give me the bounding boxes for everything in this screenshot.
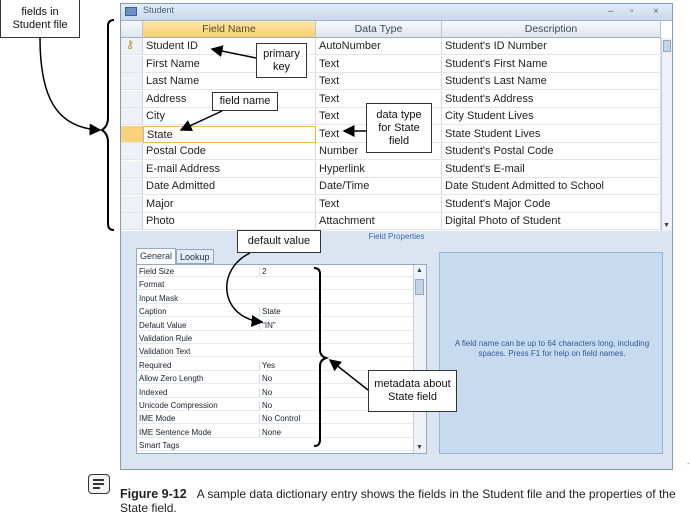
property-value[interactable]: No xyxy=(259,401,412,410)
property-value[interactable]: State xyxy=(259,307,412,316)
property-name: Unicode Compression xyxy=(139,401,218,410)
property-name: Allow Zero Length xyxy=(139,374,204,384)
description-cell[interactable]: City Student Lives xyxy=(442,108,661,125)
property-value[interactable]: No Control xyxy=(259,414,412,423)
description-cell[interactable]: Student's E-mail xyxy=(442,161,661,178)
callout-metadata: metadata about State field xyxy=(368,370,457,412)
field-name-cell[interactable]: City xyxy=(143,108,316,125)
field-name-cell[interactable]: Address xyxy=(143,91,316,108)
help-text: A field name can be up to 64 characters long, including spaces. Press F1 for help on field names. xyxy=(454,339,650,358)
data-type-cell[interactable]: Date/Time xyxy=(316,178,442,195)
field-name-cell[interactable]: Postal Code xyxy=(143,143,316,160)
data-type-cell[interactable]: Text xyxy=(316,56,442,73)
column-header-description[interactable]: Description xyxy=(442,21,661,38)
data-type-cell[interactable]: AutoNumber xyxy=(316,38,442,55)
property-name: Input Mask xyxy=(139,293,179,303)
property-name: Caption xyxy=(139,307,167,317)
description-cell[interactable]: Student's First Name xyxy=(442,56,661,73)
field-name-cell[interactable]: Student ID xyxy=(143,38,316,55)
description-cell[interactable]: Student's Address xyxy=(442,91,661,108)
field-name-cell[interactable]: First Name xyxy=(143,56,316,73)
property-value[interactable]: 2 xyxy=(259,267,412,276)
arrow-fields-line xyxy=(40,38,100,130)
data-type-cell[interactable]: Text xyxy=(316,73,442,90)
description-cell[interactable]: Date Student Admitted to School xyxy=(442,178,661,195)
data-type-cell[interactable]: Number xyxy=(316,143,442,160)
callout-data-type: data type for State field xyxy=(366,103,432,153)
property-name: Field Size xyxy=(139,267,175,276)
property-name: Smart Tags xyxy=(139,441,180,451)
scroll-down-arrow-icon[interactable]: ▼ xyxy=(663,222,670,229)
arrow-field-name xyxy=(181,111,222,130)
property-name: Default Value xyxy=(139,320,187,330)
field-name-cell[interactable]: E-mail Address xyxy=(143,161,316,178)
callout-fields-in-student-file: fields in Student file xyxy=(0,0,80,38)
minimize-button[interactable]: – xyxy=(608,6,614,17)
figure-caption xyxy=(120,487,690,515)
description-cell[interactable]: Digital Photo of Student xyxy=(442,213,661,230)
callout-primary-key: primary key xyxy=(256,43,307,78)
callout-default-value: default value xyxy=(237,230,321,253)
description-cell[interactable]: Student's ID Number xyxy=(442,38,661,55)
left-brace xyxy=(102,20,114,230)
figure-icon xyxy=(88,474,110,494)
data-type-cell[interactable]: Hyperlink xyxy=(316,161,442,178)
property-name: Indexed xyxy=(139,387,168,397)
figure-number: Figure 9-12 xyxy=(120,487,187,501)
field-name-cell[interactable]: Date Admitted xyxy=(143,178,316,195)
property-value[interactable]: "IN" xyxy=(259,321,412,330)
field-name-cell[interactable]: Major xyxy=(143,196,316,213)
close-button[interactable]: × xyxy=(653,6,659,17)
property-value[interactable]: Yes xyxy=(259,361,412,370)
description-cell[interactable]: Student's Postal Code xyxy=(442,143,661,160)
description-cell[interactable]: Student's Last Name xyxy=(442,73,661,90)
figure-text: A sample data dictionary entry shows the fields in the Student file and the properties of the State field. xyxy=(120,487,676,515)
column-header-field-name[interactable]: Field Name xyxy=(143,21,316,38)
property-name: Validation Text xyxy=(139,347,191,357)
scroll-up-arrow-icon[interactable]: ▲ xyxy=(416,267,423,274)
arrow-metadata xyxy=(330,360,368,390)
svg-text:.: . xyxy=(687,457,690,466)
callout-field-name: field name xyxy=(212,92,278,111)
data-type-cell[interactable]: Text xyxy=(316,91,442,108)
field-name-cell[interactable]: Photo xyxy=(143,213,316,230)
field-name-cell[interactable]: Last Name xyxy=(143,73,316,90)
window-title: Student xyxy=(143,5,175,15)
property-value[interactable]: No xyxy=(259,374,412,383)
field-properties-label: Field Properties xyxy=(121,231,672,242)
arrow-primary-key xyxy=(212,49,256,58)
data-type-cell[interactable]: Text xyxy=(316,108,442,125)
description-cell[interactable]: State Student Lives xyxy=(442,126,661,143)
column-header-data-type[interactable]: Data Type xyxy=(316,21,442,38)
data-type-cell[interactable]: Text xyxy=(316,126,442,143)
description-cell[interactable]: Student's Major Code xyxy=(442,196,661,213)
key-icon: ⚷ xyxy=(126,39,135,51)
data-type-cell[interactable]: Text xyxy=(316,196,442,213)
property-name: IME Mode xyxy=(139,414,176,424)
property-name: Required xyxy=(139,360,172,370)
property-name: Format xyxy=(139,280,165,290)
maximize-button[interactable]: ▫ xyxy=(630,6,634,17)
property-value[interactable]: None xyxy=(259,428,412,437)
data-type-cell[interactable]: Attachment xyxy=(316,213,442,230)
property-name: Validation Rule xyxy=(139,334,193,343)
field-name-cell[interactable]: State xyxy=(143,126,316,143)
tab-lookup[interactable]: Lookup xyxy=(176,249,214,264)
property-name: IME Sentence Mode xyxy=(139,427,212,437)
arrow-default-value xyxy=(227,253,262,322)
scroll-down-arrow-icon[interactable]: ▼ xyxy=(416,444,423,451)
tab-general[interactable]: General xyxy=(136,248,176,265)
right-brace xyxy=(314,268,326,446)
property-value[interactable]: No xyxy=(259,388,412,397)
